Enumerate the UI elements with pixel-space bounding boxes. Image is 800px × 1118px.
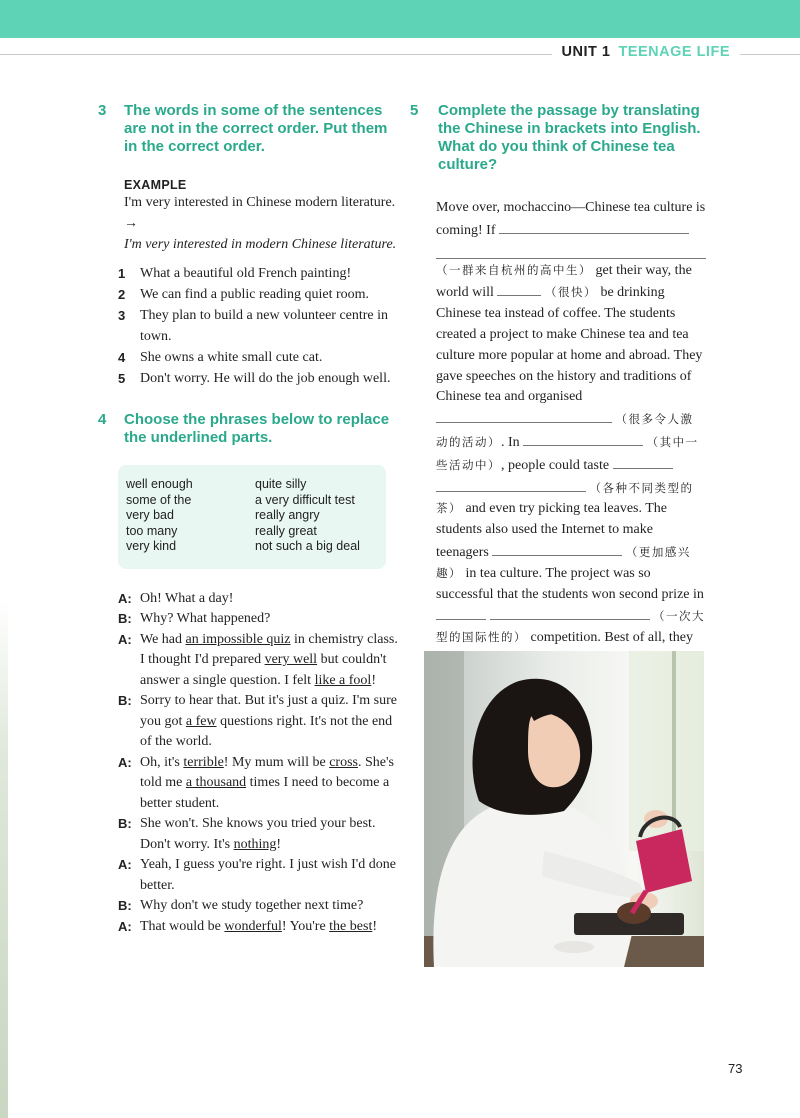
list-item — [118, 368, 398, 389]
speaker: B: — [118, 816, 132, 831]
item-text: Don't worry. He will do the job enough well. — [140, 371, 391, 386]
text-run: but couldn't answer a single question. I felt — [140, 652, 387, 688]
phrase: really great — [255, 523, 317, 538]
phrase: very kind — [126, 539, 177, 553]
phrase: a very difficult test — [255, 492, 355, 507]
text-run: Oh, it's — [140, 754, 184, 770]
underlined-phrase: the best — [329, 918, 373, 934]
dialog-line — [118, 814, 398, 855]
passage-text: competition. Best of all, they — [530, 630, 694, 646]
text-run: We had — [140, 631, 186, 647]
phrase-column-left — [126, 477, 249, 555]
example-sentence: I'm very interested in Chinese modern literature. → — [124, 195, 396, 231]
speaker: A: — [118, 857, 132, 872]
line-text: Why? What happened? — [140, 611, 271, 626]
passage-text: . In — [501, 434, 520, 450]
passage-text: get their way, the world will — [436, 262, 692, 301]
example-answer: I'm very interested in modern Chinese literature. — [124, 237, 397, 252]
answer-blank[interactable] — [490, 605, 650, 620]
dialog-line — [118, 691, 398, 753]
answer-blank[interactable] — [436, 242, 706, 259]
item-number: 4 — [118, 350, 126, 365]
speaker: A: — [118, 918, 132, 934]
line-text — [140, 814, 398, 855]
phrase-column-right — [255, 477, 378, 555]
underlined-phrase: an impossible quiz — [185, 631, 291, 647]
passage-text: and even try picking tea leaves. The students also used the Internet to make teenagers — [436, 501, 667, 560]
list-item — [118, 284, 398, 305]
phrase: too many — [126, 523, 178, 538]
exercise-5-heading — [410, 102, 710, 174]
item-number: 2 — [118, 287, 126, 302]
answer-blank[interactable] — [497, 281, 541, 296]
phrase: some of the — [126, 492, 192, 507]
exercise-3-heading — [98, 102, 398, 156]
text-run: ! My mum will be — [223, 754, 330, 770]
underlined-phrase: terrible — [183, 754, 224, 770]
speaker: A: — [118, 590, 132, 606]
speaker: B: — [118, 611, 132, 626]
speaker: B: — [118, 693, 132, 708]
passage-text: , people could taste — [501, 457, 610, 473]
left-column — [98, 102, 398, 937]
dialog-line — [118, 855, 398, 896]
speaker: A: — [118, 631, 132, 647]
exercise-number: 4 — [98, 411, 107, 428]
list-item — [118, 347, 398, 368]
exercise-number: 3 — [98, 102, 107, 119]
phrase: really angry — [255, 508, 320, 522]
photo-illustration — [424, 651, 704, 967]
item-text: We can find a public reading quiet room. — [140, 287, 370, 302]
dialog — [118, 589, 398, 938]
line-text: Why don't we study together next time? — [140, 898, 364, 913]
chinese-prompt: （一群来自杭州的高中生） — [436, 264, 592, 277]
list-item — [118, 305, 398, 347]
exercise-3-items — [118, 263, 398, 389]
text-run: She won't. She knows you tried your best. Don't worry. It's — [140, 816, 376, 852]
chinese-prompt: （各种不同类型的茶） — [436, 482, 694, 516]
unit-title: TEENAGE LIFE — [618, 44, 730, 60]
line-text — [140, 630, 398, 692]
answer-blank[interactable] — [436, 477, 586, 492]
item-number: 3 — [118, 308, 126, 323]
text-run: . She's told me — [140, 754, 394, 790]
underlined-phrase: a few — [185, 713, 217, 729]
dialog-line — [118, 753, 398, 815]
phrase-box — [118, 465, 386, 569]
speaker: B: — [118, 898, 132, 913]
passage-text: in tea culture. The project was so successful that the students won second prize in — [436, 565, 704, 602]
item-number: 1 — [118, 266, 126, 281]
text-run: ! You're — [281, 918, 330, 934]
left-edge-decoration — [0, 600, 8, 1118]
chinese-prompt: （一次大型的国际性的） — [436, 611, 705, 645]
text-run: ! — [276, 836, 282, 852]
example-label: EXAMPLE — [124, 178, 187, 192]
underlined-phrase: like a fool — [314, 672, 372, 688]
exercise-number: 5 — [410, 102, 419, 119]
top-color-bar — [0, 0, 800, 38]
text-run: ! — [372, 918, 377, 934]
item-text: What a beautiful old French painting! — [140, 266, 352, 281]
list-item — [118, 263, 398, 284]
chinese-prompt: （更加感兴趣） — [436, 546, 691, 580]
answer-blank[interactable] — [613, 454, 673, 469]
line-text: Yeah, I guess you're right. I just wish I'd done better. — [140, 857, 396, 893]
chinese-prompt: （很快） — [544, 287, 597, 300]
phrase: very bad — [126, 508, 174, 522]
line-text — [140, 691, 398, 753]
item-text: They plan to build a new volunteer centre in town. — [140, 308, 389, 344]
underlined-phrase: a thousand — [185, 775, 247, 790]
answer-blank[interactable] — [492, 541, 622, 556]
answer-blank[interactable] — [436, 408, 612, 423]
dialog-line — [118, 589, 398, 610]
unit-number: UNIT 1 — [561, 44, 611, 60]
exercise-4-heading — [98, 411, 398, 447]
right-column — [410, 102, 710, 670]
chinese-prompt: （很多令人激动的活动） — [436, 414, 694, 449]
underlined-phrase: nothing — [233, 836, 277, 852]
chinese-prompt: （其中一些活动中） — [436, 436, 699, 472]
exercise-instruction: Choose the phrases below to replace the underlined parts. — [124, 411, 390, 446]
phrase: quite silly — [255, 477, 307, 491]
phrase: not such a big deal — [255, 539, 360, 553]
phrase: well enough — [126, 477, 193, 491]
tea-pouring-photo — [424, 651, 704, 967]
underlined-phrase: cross — [329, 754, 358, 770]
answer-blank[interactable] — [436, 605, 486, 620]
item-text: She owns a white small cute cat. — [140, 350, 323, 365]
exercise-instruction: The words in some of the sentences are not in the correct order. Put them in the correct order. — [124, 102, 388, 155]
dialog-line — [118, 896, 398, 917]
line-text — [140, 753, 398, 815]
text-run: in chemistry class. I thought I'd prepared — [140, 631, 398, 667]
text-run: times I need to become a better student. — [140, 775, 390, 811]
speaker: A: — [118, 754, 132, 770]
running-header — [552, 44, 740, 60]
page-number: 73 — [728, 1061, 743, 1076]
answer-blank[interactable] — [523, 431, 643, 446]
exercise-instruction: Complete the passage by translating the Chinese in brackets into English. What do you think of Chinese tea culture? — [438, 102, 701, 173]
item-number: 5 — [118, 371, 126, 386]
answer-blank[interactable] — [499, 219, 689, 234]
translation-passage — [436, 198, 706, 670]
underlined-phrase: very well — [264, 652, 318, 667]
text-run: Sorry to hear that. But it's just a quiz. I'm sure you got — [140, 693, 398, 729]
dialog-line — [118, 630, 398, 692]
dialog-line — [118, 609, 398, 630]
dialog-line — [118, 917, 398, 938]
passage-text: Move over, mochaccino—Chinese tea culture is coming! If — [436, 200, 706, 238]
passage-text: be drinking Chinese tea instead of coffee. The students created a project to make Chinese tea and tea culture more popular at home and abroad. They gave speeches on the history and traditions of Chinese tea and organised — [436, 285, 703, 405]
underlined-phrase: wonderful — [224, 918, 282, 934]
text-run: That would be — [140, 918, 225, 934]
text-run: questions right. It's not the end of the world. — [140, 713, 393, 749]
line-text: Oh! What a day! — [140, 590, 234, 606]
line-text — [140, 917, 398, 938]
text-run: ! — [371, 672, 376, 688]
